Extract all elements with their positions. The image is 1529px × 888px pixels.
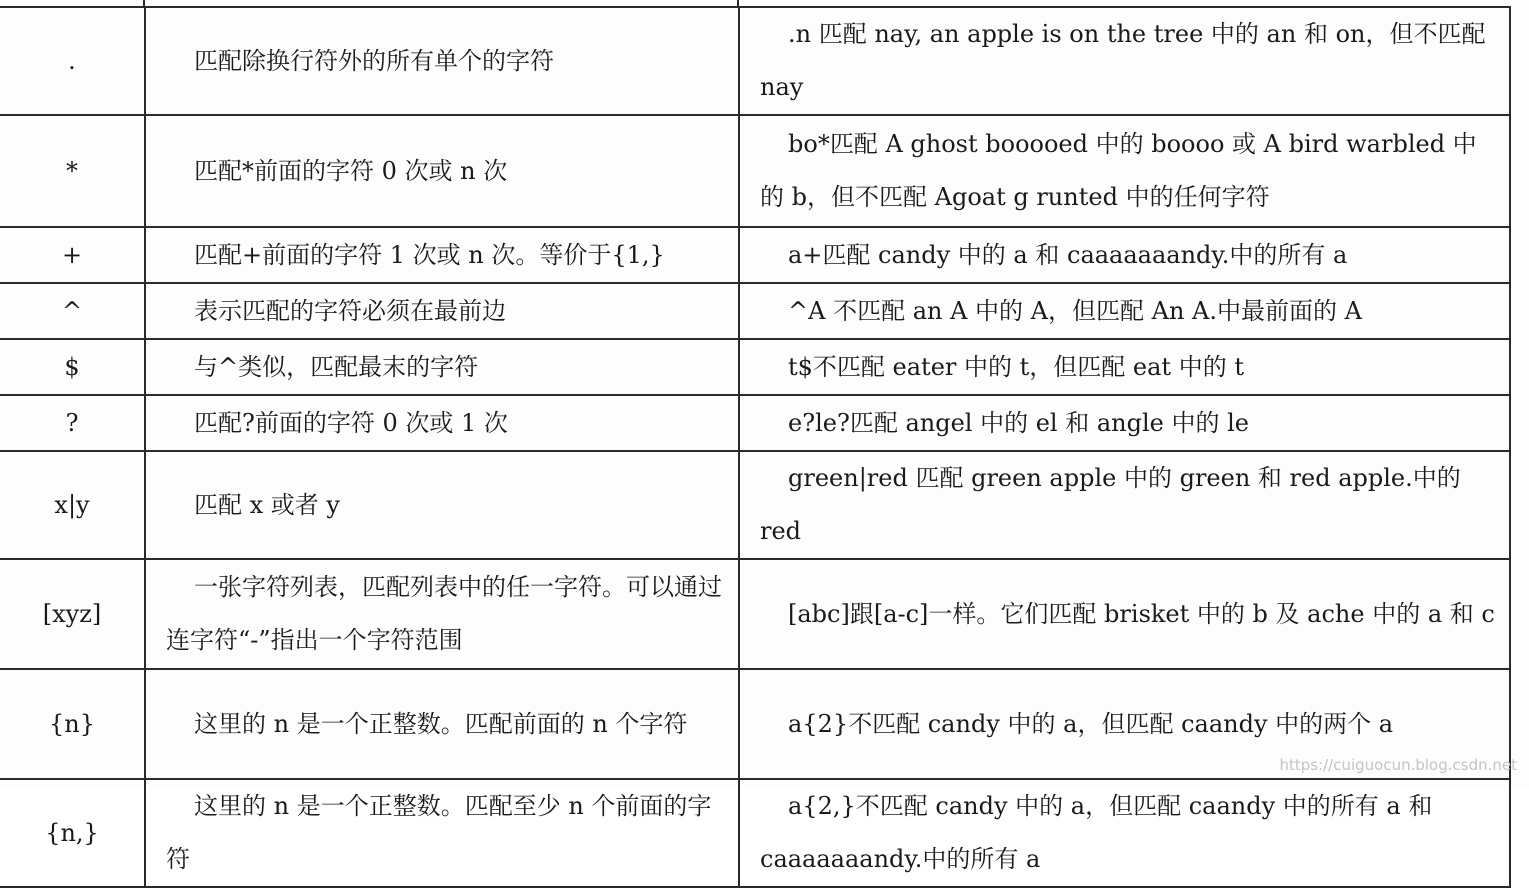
example-text: green|red 匹配 green apple 中的 green 和 red apple.中的 red <box>760 464 1461 545</box>
description-text: 匹配?前面的字符 0 次或 1 次 <box>194 408 508 437</box>
example-cell <box>739 779 1510 887</box>
table-row <box>0 115 1510 227</box>
regex-symbol-cell: ? <box>0 395 145 451</box>
table-row <box>0 779 1510 887</box>
watermark-text: https://cuiguocun.blog.csdn.net <box>1279 756 1517 774</box>
table-row <box>0 227 1510 283</box>
example-text: e?le?匹配 angel 中的 el 和 angle 中的 le <box>788 408 1249 437</box>
regex-symbol-cell: $ <box>0 339 145 395</box>
description-text: 匹配+前面的字符 1 次或 n 次。等价于{1,} <box>194 240 665 269</box>
description-cell <box>145 115 739 227</box>
table-row <box>0 339 1510 395</box>
table-row <box>0 451 1510 559</box>
example-cell <box>739 559 1510 669</box>
example-text: a{2,}不匹配 candy 中的 a，但匹配 caandy 中的所有 a 和 caaaaaaandy.中的所有 a <box>760 792 1433 873</box>
example-text: ^A 不匹配 an A 中的 A，但匹配 An A.中最前面的 A <box>788 296 1362 325</box>
description-text: 这里的 n 是一个正整数。匹配前面的 n 个字符 <box>194 709 688 738</box>
description-text: 一张字符列表，匹配列表中的任一字符。可以通过连字符“-”指出一个字符范围 <box>166 573 722 654</box>
description-cell <box>145 395 739 451</box>
description-text: 匹配除换行符外的所有单个的字符 <box>194 46 554 75</box>
description-cell <box>145 7 739 115</box>
example-cell <box>739 7 1510 115</box>
regex-symbol-cell: {n,} <box>0 779 145 887</box>
description-text: 匹配 x 或者 y <box>194 490 340 519</box>
example-text: a{2}不匹配 candy 中的 a，但匹配 caandy 中的两个 a <box>788 709 1394 738</box>
regex-symbol-cell: + <box>0 227 145 283</box>
description-cell <box>145 227 739 283</box>
description-cell <box>145 559 739 669</box>
regex-symbol-cell: . <box>0 7 145 115</box>
table-row <box>0 559 1510 669</box>
example-cell <box>739 115 1510 227</box>
regex-symbol-cell: {n} <box>0 669 145 779</box>
example-text: .n 匹配 nay, an apple is on the tree 中的 an 和 on，但不匹配 nay <box>760 20 1486 101</box>
table-row <box>0 395 1510 451</box>
description-cell <box>145 451 739 559</box>
example-cell <box>739 227 1510 283</box>
example-cell <box>739 451 1510 559</box>
example-cell <box>739 339 1510 395</box>
description-cell <box>145 283 739 339</box>
regex-symbol-cell: [xyz] <box>0 559 145 669</box>
description-cell <box>145 779 739 887</box>
example-cell <box>739 283 1510 339</box>
regex-symbol-cell: ^ <box>0 283 145 339</box>
example-text: a+匹配 candy 中的 a 和 caaaaaaandy.中的所有 a <box>788 240 1348 269</box>
description-cell <box>145 669 739 779</box>
example-text: t$不匹配 eater 中的 t，但匹配 eat 中的 t <box>788 352 1244 381</box>
table-row <box>0 7 1510 115</box>
description-text: 这里的 n 是一个正整数。匹配至少 n 个前面的字符 <box>166 792 712 873</box>
regex-symbol-cell: * <box>0 115 145 227</box>
description-text: 表示匹配的字符必须在最前边 <box>194 296 506 325</box>
description-text: 匹配*前面的字符 0 次或 n 次 <box>194 156 508 185</box>
example-text: [abc]跟[a-c]一样。它们匹配 brisket 中的 b 及 ache 中的 a 和 c <box>788 599 1495 628</box>
description-cell <box>145 339 739 395</box>
regex-symbol-cell: x|y <box>0 451 145 559</box>
description-text: 与^类似，匹配最末的字符 <box>194 352 479 381</box>
example-cell <box>739 395 1510 451</box>
example-text: bo*匹配 A ghost booooed 中的 boooo 或 A bird warbled 中的 b，但不匹配 Agoat g runted 中的任何字符 <box>760 130 1477 211</box>
table-row <box>0 283 1510 339</box>
